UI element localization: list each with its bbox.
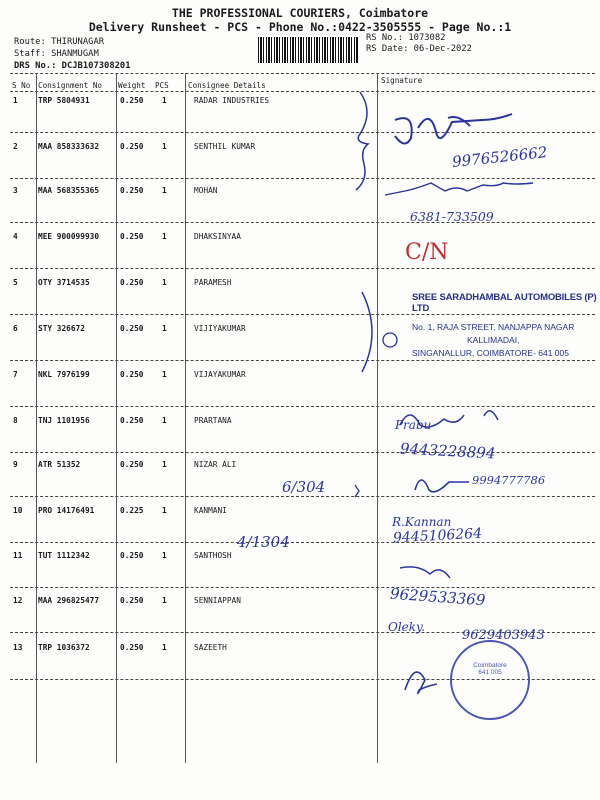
row-consignment-no: TRP 5804931: [38, 96, 90, 105]
row-weight: 0.250: [120, 643, 144, 652]
col-header-consignee: Consignee Details: [188, 81, 266, 90]
row-weight: 0.250: [120, 96, 144, 105]
row-sno: 7: [13, 370, 18, 379]
handwritten-name-row12: Oleky.: [388, 620, 426, 634]
row-consignee: VIJIYAKUMAR: [194, 324, 246, 333]
row-pcs: 1: [162, 416, 167, 425]
col-header-weight: Weight: [118, 81, 146, 90]
row-consignee: SANTHOSH: [194, 551, 232, 560]
row-consignment-no: ATR 51352: [38, 460, 81, 469]
handwritten-phone-row11: 9629533369: [389, 584, 486, 610]
row-sno: 8: [13, 416, 18, 425]
row-consignee: PARAMESH: [194, 278, 232, 287]
row-consignment-no: OTY 3714535: [38, 278, 90, 287]
row-divider: [10, 542, 595, 543]
row-weight: 0.250: [120, 278, 144, 287]
drs-number: DRS No.: DCJB107308201: [14, 61, 131, 71]
row-sno: 1: [13, 96, 18, 105]
row-sno: 5: [13, 278, 18, 287]
row-pcs: 1: [162, 324, 167, 333]
row-pcs: 1: [162, 643, 167, 652]
staff-label: Staff: SHANMUGAM: [14, 49, 99, 59]
col-divider: [377, 73, 378, 763]
row-pcs: 1: [162, 232, 167, 241]
handwritten-note-row9: 6/304: [282, 478, 326, 496]
handwritten-phone-row12: 9629403943: [462, 628, 545, 643]
row-pcs: 1: [162, 96, 167, 105]
row-divider: [10, 132, 595, 133]
row-weight: 0.250: [120, 232, 144, 241]
row-sno: 3: [13, 186, 18, 195]
row-divider: [10, 178, 595, 179]
col-divider: [116, 73, 117, 763]
row-sno: 9: [13, 460, 18, 469]
stamp-area: KALLIMADAI,: [467, 335, 520, 345]
row-consignment-no: TUT 1112342: [38, 551, 90, 560]
handwritten-name-row10: R.Kannan: [392, 515, 452, 529]
handwritten-phone-row3: 6381-733509: [410, 209, 494, 224]
stamp-company: SREE SARADHAMBAL AUTOMOBILES (P) LTD: [412, 292, 597, 314]
row-consignment-no: PRO 14176491: [38, 506, 95, 515]
row-sno: 13: [13, 643, 23, 652]
col-divider: [36, 73, 37, 763]
handwritten-note-row10: 4/1304: [237, 533, 290, 551]
handwritten-name-row8: Prabu: [395, 418, 432, 432]
company-stamp: [412, 292, 598, 362]
row-sno: 10: [13, 506, 23, 515]
row-weight: 0.250: [120, 142, 144, 151]
row-consignee: PRARTANA: [194, 416, 232, 425]
row-consignment-no: MAA 568355365: [38, 186, 100, 195]
rs-number: RS No.: 1073082: [366, 33, 446, 43]
row-consignment-no: TNJ 1101956: [38, 416, 90, 425]
route-label: Route: THIRUNAGAR: [14, 37, 105, 47]
col-divider: [185, 73, 186, 763]
seal-code: 641 005: [478, 669, 502, 676]
row-consignee: DHAKSINYAA: [194, 232, 241, 241]
row-divider: [10, 452, 595, 453]
row-sno: 4: [13, 232, 18, 241]
runsheet-subtitle: Delivery Runsheet - PCS - Phone No.:0422-3505555 - Page No.:1: [88, 20, 512, 34]
row-weight: 0.250: [120, 596, 144, 605]
row-weight: 0.250: [120, 370, 144, 379]
row-consignee: SENTHIL KUMAR: [194, 142, 256, 151]
row-pcs: 1: [162, 278, 167, 287]
col-header-consignment: Consignment No: [38, 81, 103, 90]
row-pcs: 1: [162, 460, 167, 469]
row-pcs: 1: [162, 142, 167, 151]
row-consignment-no: TRP 1036372: [38, 643, 90, 652]
row-divider: [10, 496, 595, 497]
col-header-sno: S No: [12, 81, 31, 90]
handwritten-note-row4: C/N: [405, 240, 449, 265]
row-weight: 0.250: [120, 324, 144, 333]
row-consignment-no: MEE 900099930: [38, 232, 100, 241]
handwritten-phone-row2: 9976526662: [451, 143, 549, 171]
table-top-rule: [10, 73, 595, 74]
stamp-city: SINGANALLUR, COIMBATORE- 641 005: [412, 348, 569, 358]
row-consignment-no: MAA 296825477: [38, 596, 100, 605]
row-divider: [10, 268, 595, 269]
page-title: THE PROFESSIONAL COURIERS, Coimbatore: [171, 6, 429, 20]
row-sno: 12: [13, 596, 23, 605]
handwritten-phone-row9: 9994777786: [472, 473, 546, 487]
row-weight: 0.250: [120, 416, 144, 425]
col-header-signature: Signature: [381, 76, 423, 85]
row-pcs: 1: [162, 370, 167, 379]
company-seal: Coimbatore 641 005: [450, 640, 530, 720]
barcode: [258, 37, 358, 63]
row-pcs: 1: [162, 186, 167, 195]
stamp-address: No. 1, RAJA STREET, NANJAPPA NAGAR: [412, 322, 575, 332]
row-sno: 6: [13, 324, 18, 333]
row-consignee: SENNIAPPAN: [194, 596, 241, 605]
row-weight: 0.250: [120, 460, 144, 469]
row-divider: [10, 406, 595, 407]
row-consignment-no: STY 326672: [38, 324, 85, 333]
row-weight: 0.250: [120, 551, 144, 560]
row-consignment-no: NKL 7976199: [38, 370, 90, 379]
row-pcs: 1: [162, 506, 167, 515]
rs-date: RS Date: 06-Dec-2022: [366, 44, 472, 54]
row-consignee: VIJAYAKUMAR: [194, 370, 246, 379]
row-weight: 0.225: [120, 506, 144, 515]
col-header-pcs: PCS: [155, 81, 169, 90]
header-rule: [10, 91, 595, 92]
row-consignee: KANMANI: [194, 506, 227, 515]
row-consignment-no: MAA 858333632: [38, 142, 100, 151]
handwritten-phone-row8: 9443228894: [399, 439, 496, 463]
row-sno: 2: [13, 142, 18, 151]
row-sno: 11: [13, 551, 23, 560]
row-consignee: NIZAR ALI: [194, 460, 237, 469]
row-consignee: SAZEETH: [194, 643, 227, 652]
row-divider: [10, 587, 595, 588]
row-consignee: RADAR INDUSTRIES: [194, 96, 270, 105]
handwritten-phone-row10: 9445106264: [392, 525, 483, 547]
row-pcs: 1: [162, 551, 167, 560]
row-consignee: MOHAN: [194, 186, 218, 195]
row-pcs: 1: [162, 596, 167, 605]
row-weight: 0.250: [120, 186, 144, 195]
row-divider: [10, 222, 595, 223]
